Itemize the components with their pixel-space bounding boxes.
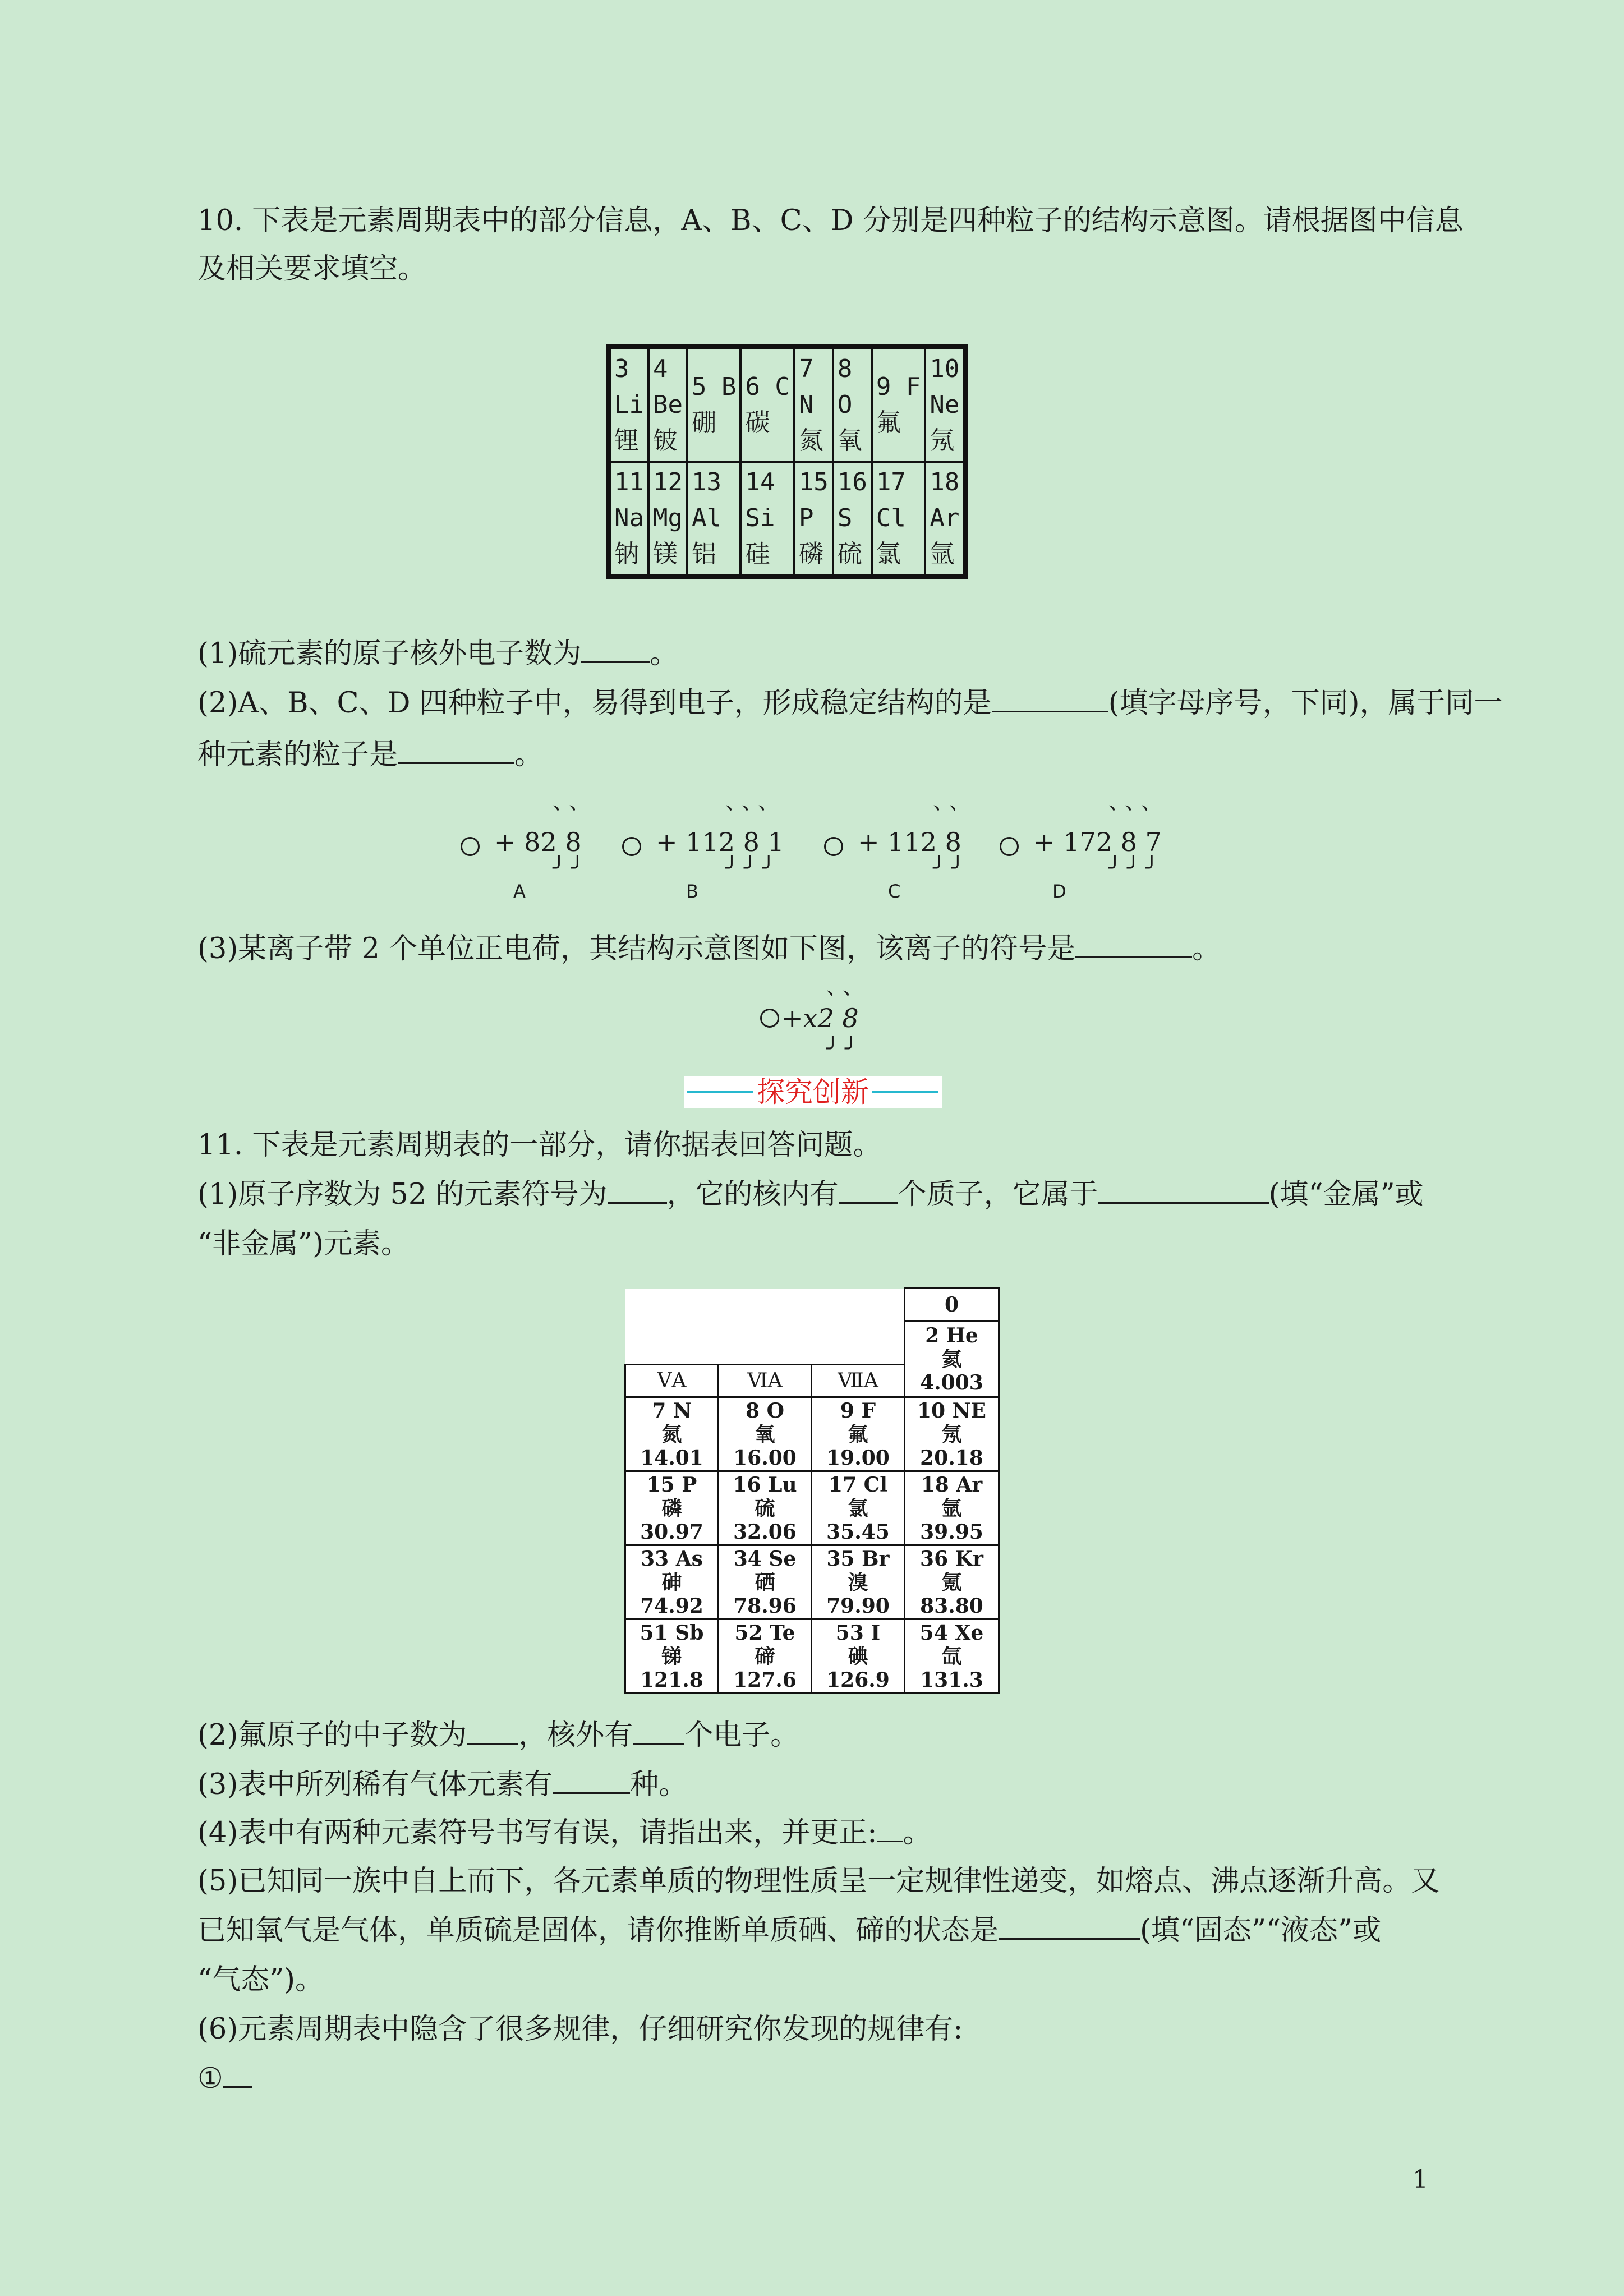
particle-config: + 172 8 7 <box>1033 827 1162 857</box>
cell-line: 氪 <box>941 1570 962 1594</box>
element-cell: 9 F 氟 <box>872 347 925 462</box>
element-cell <box>812 1545 905 1619</box>
q11-part6: (6)元素周期表中隐含了很多规律，仔细研究你发现的规律有: <box>197 2013 963 2046</box>
particle-label: B <box>686 881 698 902</box>
element-cell <box>719 1471 812 1545</box>
cell-line: 51 Sb <box>640 1621 704 1645</box>
ion-config: +x2 8 <box>781 1003 859 1033</box>
cell-line: 16 Lu <box>733 1473 797 1497</box>
particle-label: A <box>513 881 526 902</box>
electron-shell-arcs-bottom: ╯╯ <box>933 855 970 880</box>
particle-diagram <box>996 791 1181 909</box>
group-0-header: 0 <box>905 1289 999 1321</box>
nucleus-circle-icon <box>1000 837 1019 856</box>
cell-line: 碘 <box>848 1644 868 1668</box>
cell-line: 32.06 <box>733 1520 797 1544</box>
cell-line: 121.8 <box>640 1668 703 1692</box>
group-header: ⅤA <box>625 1365 719 1397</box>
element-cell: 6 C 碳 <box>740 347 794 462</box>
cell-line: 18 Ar <box>921 1473 983 1497</box>
particle-diagram <box>619 791 804 909</box>
cell-line: 36 Kr <box>920 1547 983 1571</box>
particle-diagram <box>821 791 1006 909</box>
q11-part5-line3: “气态”)。 <box>197 1963 324 1996</box>
q11-part6-item1: ① <box>197 2061 252 2097</box>
cell-line: 9 F <box>840 1398 876 1423</box>
cell-line: 54 Xe <box>919 1621 984 1645</box>
answer-blank[interactable] <box>608 1177 667 1204</box>
cell-line: 氯 <box>848 1496 868 1520</box>
q10-stem-line1: 10. 下表是元素周期表中的部分信息，A、B、C、D 分别是四种粒子的结构示意图。请根据图中信息 <box>197 204 1464 237</box>
element-cell <box>812 1397 905 1471</box>
cell-line: 2 He <box>925 1323 978 1347</box>
cell-line: 7 N <box>652 1398 692 1423</box>
cell-line: 氟 <box>848 1422 868 1446</box>
element-cell: 15 P 磷 <box>794 462 833 577</box>
cell-line: 磷 <box>661 1496 682 1520</box>
table-row <box>625 1545 999 1619</box>
element-cell <box>625 1471 719 1545</box>
cell-line: 127.6 <box>733 1668 797 1692</box>
particle-config: + 112 8 <box>858 827 961 857</box>
answer-blank[interactable] <box>398 738 514 764</box>
answer-blank[interactable] <box>992 686 1108 712</box>
element-cell: 3 Li 锂 <box>609 347 648 462</box>
electron-shell-arcs: 、、 <box>826 974 870 999</box>
particle-config: + 112 8 1 <box>656 827 784 857</box>
element-cell <box>905 1397 999 1471</box>
element-cell: 5 B 硼 <box>687 347 740 462</box>
q11-part4: (4)表中有两种元素符号书写有误，请指出来，并更正: 。 <box>197 1816 932 1849</box>
nucleus-circle-icon <box>824 837 843 856</box>
answer-blank[interactable] <box>877 1816 903 1842</box>
cell-line: 硒 <box>755 1570 775 1594</box>
electron-shell-arcs-bottom: ╯╯ <box>826 1036 863 1061</box>
cell-line: 30.97 <box>640 1520 703 1544</box>
cell-line: 52 Te <box>734 1621 795 1645</box>
answer-blank[interactable] <box>633 1718 684 1745</box>
banner-title: 探究创新 <box>757 1076 869 1108</box>
element-cell: 7 N 氮 <box>794 347 833 462</box>
electron-shell-arcs-bottom: ╯╯╯ <box>1108 855 1164 880</box>
cell-line: 砷 <box>661 1570 682 1594</box>
cell-line: 氖 <box>941 1422 962 1446</box>
cell-line: 83.80 <box>920 1594 983 1618</box>
q10-stem-line2: 及相关要求填空。 <box>197 252 427 286</box>
cell-line: 16.00 <box>733 1446 797 1470</box>
element-cell: 11 Na 钠 <box>609 462 648 577</box>
q11-part2: (2)氟原子的中子数为 ，核外有 个电子。 <box>197 1719 799 1752</box>
cell-line: 溴 <box>848 1570 868 1594</box>
element-cell-he <box>905 1321 999 1397</box>
nucleus-circle-icon <box>760 1009 779 1028</box>
electron-shell-arcs: 、、、 <box>1108 789 1168 814</box>
element-cell <box>905 1545 999 1619</box>
cell-line: 氮 <box>661 1422 682 1446</box>
banner-rule-left <box>687 1091 753 1093</box>
q11-part5-line2: 已知氧气是气体，单质硫是固体，请你推断单质硒、碲的状态是 (填“固态”“液态”或 <box>197 1914 1382 1947</box>
q10-part2-line1: (2)A、B、C、D 四种粒子中，易得到电子，形成稳定结构的是 (填字母序号，下同)，属于同一 <box>197 687 1503 720</box>
element-cell <box>812 1619 905 1694</box>
element-cell: 14 Si 硅 <box>740 462 794 577</box>
cell-line: 氙 <box>941 1644 962 1668</box>
element-cell: 12 Mg 镁 <box>648 462 687 577</box>
cell-line: 19.00 <box>826 1446 890 1470</box>
cell-line: 79.90 <box>826 1594 890 1618</box>
electron-shell-arcs: 、、 <box>933 789 977 814</box>
cell-line: 15 P <box>646 1473 697 1497</box>
cell-line: 8 O <box>746 1398 784 1423</box>
table-row <box>609 462 965 577</box>
group-header: ⅦA <box>812 1365 905 1397</box>
answer-blank[interactable] <box>553 1768 630 1794</box>
cell-line: 锑 <box>661 1644 682 1668</box>
element-cell <box>625 1397 719 1471</box>
table-row <box>625 1471 999 1545</box>
periodic-table-excerpt <box>606 344 968 579</box>
blank-area <box>625 1289 905 1365</box>
element-cell: 13 Al 铝 <box>687 462 740 577</box>
particle-config: + 82 8 <box>494 827 582 857</box>
ion-structure-diagram <box>760 976 906 1066</box>
element-cell <box>905 1619 999 1694</box>
element-cell: 17 Cl 氯 <box>872 462 925 577</box>
q10-part2-line2: 种元素的粒子是 。 <box>197 738 544 771</box>
answer-blank[interactable] <box>467 1718 518 1745</box>
element-cell <box>625 1545 719 1619</box>
answer-blank[interactable] <box>223 2062 252 2088</box>
element-cell: 8 O 氧 <box>833 347 872 462</box>
cell-line: 10 NE <box>917 1398 986 1423</box>
q10-part3: (3)某离子带 2 个单位正电荷，其结构示意图如下图，该离子的符号是 。 <box>197 932 1221 965</box>
element-cell: 10 Ne 氖 <box>925 347 965 462</box>
cell-line: 硫 <box>755 1496 775 1520</box>
particle-label: D <box>1052 881 1066 902</box>
q11-stem: 11. 下表是元素周期表的一部分，请你据表回答问题。 <box>197 1129 882 1162</box>
element-cell <box>719 1545 812 1619</box>
nucleus-circle-icon <box>622 837 641 856</box>
banner-rule-right <box>872 1091 938 1093</box>
element-cell <box>905 1471 999 1545</box>
q11-part1-line2: “非金属”)元素。 <box>197 1227 410 1260</box>
cell-line: 33 As <box>641 1547 703 1571</box>
cell-line: 34 Se <box>733 1547 797 1571</box>
cell-line: 4.003 <box>920 1370 983 1395</box>
element-cell: 16 S 硫 <box>833 462 872 577</box>
table-row <box>625 1619 999 1694</box>
periodic-table-groups <box>624 1287 998 1692</box>
table-row <box>609 347 965 462</box>
cell-line: 78.96 <box>733 1594 797 1618</box>
cell-line: 14.01 <box>640 1446 703 1470</box>
cell-line: 氦 <box>941 1347 962 1371</box>
answer-blank[interactable] <box>999 1913 1140 1940</box>
nucleus-circle-icon <box>461 837 480 856</box>
page-number: 1 <box>1413 2165 1428 2194</box>
cell-line: 35.45 <box>826 1520 890 1544</box>
answer-blank[interactable] <box>581 637 650 663</box>
cell-line: 39.95 <box>920 1520 983 1544</box>
cell-line: 131.3 <box>920 1668 983 1692</box>
particle-diagram <box>457 791 642 909</box>
group-header: ⅥA <box>719 1365 812 1397</box>
element-cell <box>812 1471 905 1545</box>
electron-shell-arcs: 、、、 <box>725 789 785 814</box>
q11-part1-line1: (1)原子序数为 52 的元素符号为 ，它的核内有 个质子，它属于 (填“金属”或 <box>197 1178 1424 1211</box>
element-cell: 4 Be 铍 <box>648 347 687 462</box>
answer-blank[interactable] <box>839 1177 898 1204</box>
electron-shell-arcs-bottom: ╯╯╯ <box>725 855 781 880</box>
cell-line: 126.9 <box>826 1668 890 1692</box>
cell-line: 氩 <box>941 1496 962 1520</box>
cell-line: 20.18 <box>920 1446 983 1470</box>
element-cell <box>625 1619 719 1694</box>
cell-line: 74.92 <box>640 1594 703 1618</box>
electron-shell-arcs-bottom: ╯╯ <box>553 855 590 880</box>
electron-shell-arcs: 、、 <box>553 789 596 814</box>
q11-part5-line1: (5)已知同一族中自上而下，各元素单质的物理性质呈一定规律性递变，如熔点、沸点逐渐升高。又 <box>197 1865 1440 1898</box>
cell-line: 氧 <box>755 1422 775 1446</box>
answer-blank[interactable] <box>1098 1177 1269 1204</box>
q10-part1: (1)硫元素的原子核外电子数为 。 <box>197 637 679 670</box>
answer-blank[interactable] <box>1075 932 1192 958</box>
element-cell: 18 Ar 氩 <box>925 462 965 577</box>
particle-label: C <box>888 881 901 902</box>
table-row <box>625 1397 999 1471</box>
q11-part3: (3)表中所列稀有气体元素有 种。 <box>197 1768 688 1801</box>
element-cell <box>719 1397 812 1471</box>
section-banner <box>684 1076 942 1108</box>
cell-line: 53 I <box>835 1621 881 1645</box>
cell-line: 碲 <box>755 1644 775 1668</box>
cell-line: 17 Cl <box>829 1473 887 1497</box>
cell-line: 35 Br <box>826 1547 890 1571</box>
element-cell <box>719 1619 812 1694</box>
